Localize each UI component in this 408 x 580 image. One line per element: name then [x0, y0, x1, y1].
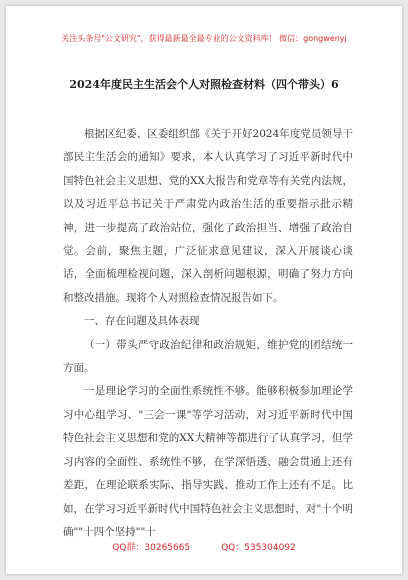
qq-group: QQ群：30265665 — [112, 543, 191, 553]
paragraph-point-one: 一是理论学习的全面性系统性不够。能够积极参加理论学习中心组学习、"三会一课"等学习活动，对习近平新时代中国特色社会主义思想和党的XX大精神等都进行了认真学习，但学习内容的全面性、系统性不够，在学深悟透、融会贯通上还有差距，在理论联系实际、指导实践、推动工作上还有不足。比如，在学习习近平新时代中国特色社会主义思想时，对"十个明确""十四个坚持""十 — [63, 385, 353, 538]
document-body — [63, 123, 353, 544]
section-heading: 一、存在问题及具体表现 — [84, 315, 200, 328]
document-page — [6, 6, 402, 574]
qq-number: QQ：535304092 — [221, 543, 296, 553]
footer-contact — [6, 540, 402, 553]
subsection-heading: （一）带头严守政治纪律和政治规矩，维护党的团结统一方面。 — [63, 338, 353, 375]
document-title: 2024年度民主生活会个人对照检查材料（四个带头）6 — [69, 78, 339, 91]
paragraph-intro: 根据区纪委、区委组织部《关于开好2024年度党员领导干部民主生活会的通知》要求，本人认真学习了习近平新时代中国特色社会主义思想、党的XX大报告和党章等有关党内法规，以及习近平总书记关于严肃党内政治生活的重要指示批示精神，进一步提高了政治站位，强化了政治担当、增强了政治自觉。会前，聚焦主题，广泛征求意见建议，深入开展谈心谈话，全面梳理检视问题，深入剖析问题根源，明确了努力方向和整改措施。现将个人对照检查情况报告如下。 — [63, 128, 353, 304]
header-notice: 关注头条号"公文研究"，获得最新最全最专业的公文资料库！ 微信：gongwenyj — [61, 34, 347, 43]
